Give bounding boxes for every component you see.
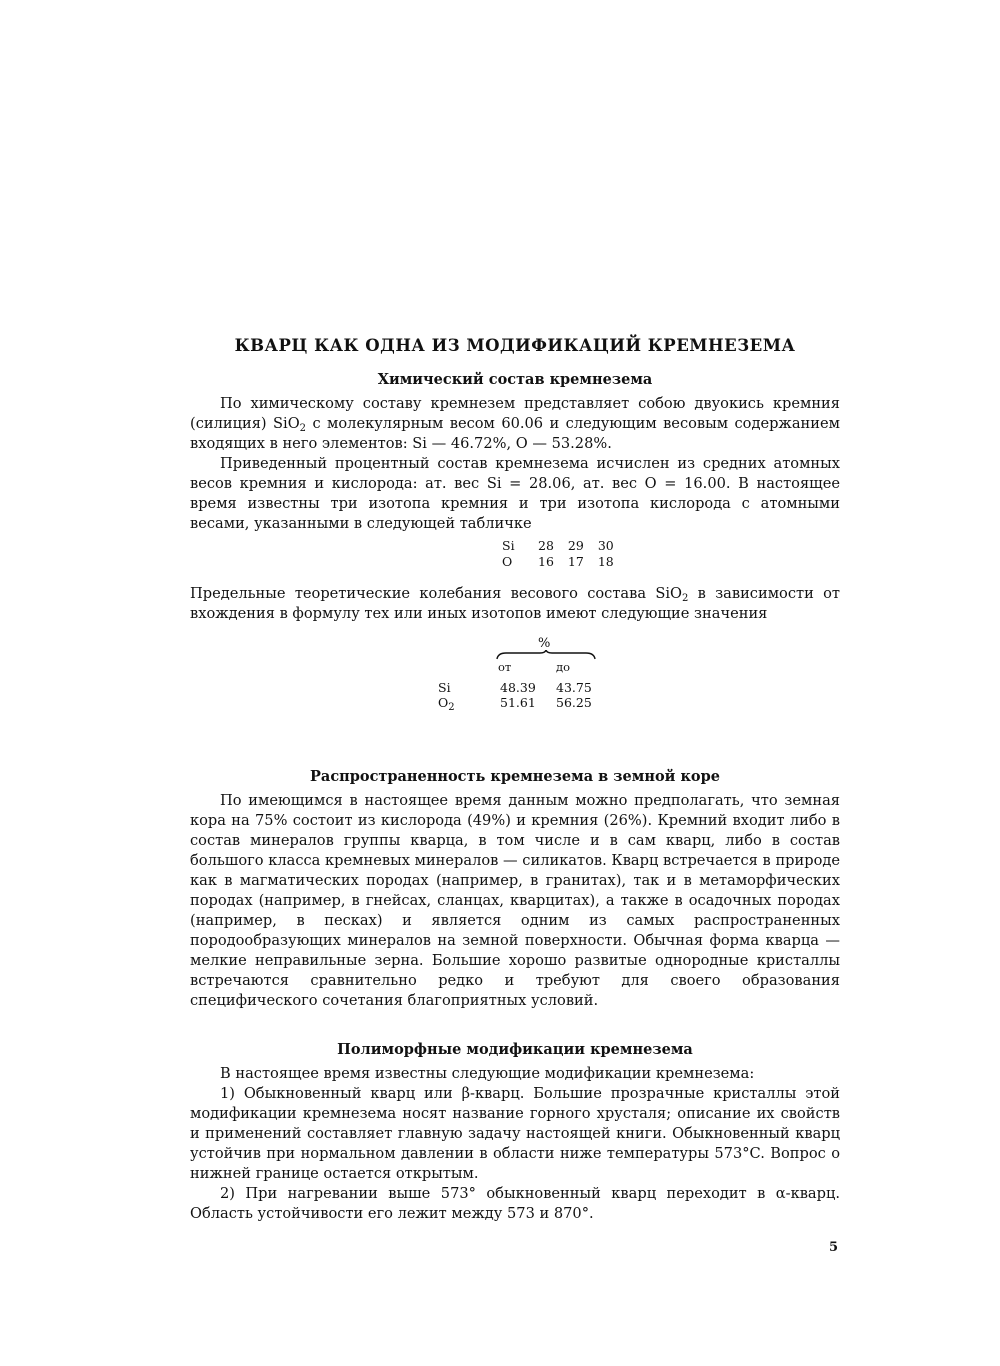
section-heading-polymorphs: Полиморфные модификации кремнезема	[337, 1041, 693, 1058]
table-cell: 30	[597, 538, 614, 553]
table-cell: 16	[538, 554, 554, 569]
paragraph: 2) При нагревании выше 573° обыкновенный кварц переходит в α-кварц. Область устойчивости его лежит между 573 и 870°.	[190, 1185, 840, 1222]
subscript: 2	[681, 593, 689, 604]
table-cell: 18	[597, 554, 614, 569]
paragraph-text: с молекулярным весом 60.06 и следующим весовым содержанием входящих в него элементов: Si — 46.72%, O — 53.28%.	[190, 415, 840, 452]
paragraph	[190, 584, 840, 624]
table-cell-element: O	[502, 554, 513, 569]
table-cell-to: 56.25	[556, 695, 592, 710]
paragraph-text: По химическому составу кремнезем представляет собою двуокись кремния (силиция) SiO	[190, 395, 840, 432]
paragraph: По имеющимся в настоящее время данным можно предполагать, что земная кора на 75% состоит из кислорода (49%) и кремния (26%). Кремний входит либо в состав минералов группы кварца, в том числе и в сам кварц, либо в состав большого класса кремневых минералов — силикатов. Кварц встречается в природе как в магматических породах (например, в гранитах), так и в метаморфических породах (например, в гнейсах, сланцах, кварцитах), а также в осадочных породах (например, в песках) и является одним из самых распространенных породообразующих минералов на земной поверхности. Обычная форма кварца — мелкие неправильные зерна. Большие хорошо развитые однородные кристаллы встречаются сравнительно редко и требуют для своего образования специфического сочетания благоприятных условий.	[190, 792, 840, 1009]
table-cell: 29	[567, 538, 584, 553]
percent-values-table	[438, 680, 592, 713]
table-row	[438, 680, 592, 695]
table-cell: 28	[538, 538, 554, 553]
table-cell-element: Si	[438, 680, 451, 695]
table-row	[502, 554, 621, 570]
paragraph	[190, 394, 840, 454]
section-heading-chemical-composition: Химический состав кремнезема	[377, 371, 653, 388]
percent-header: %	[538, 636, 551, 651]
table-cell-from: 51.61	[500, 695, 536, 710]
spacer	[190, 1011, 840, 1041]
table-cell-from: 48.39	[500, 680, 536, 695]
percent-table	[190, 636, 840, 732]
paragraph: Приведенный процентный состав кремнезема исчислен из средних атомных весов кремния и кислорода: ат. вес Si = 28.06, ат. вес O = 16.00. В настоящее время известны три изотопа кремния и три изотопа кислорода с атомными весами, указанными в следующей табличке	[190, 455, 840, 532]
paragraph-text: Предельные теоретические колебания весового состава SiO	[190, 585, 682, 602]
section-heading-abundance: Распространенность кремнезема в земной коре	[310, 768, 720, 785]
page-title: КВАРЦ КАК ОДНА ИЗ МОДИФИКАЦИЙ КРЕМНЕЗЕМА	[234, 336, 796, 355]
paragraph: 1) Обыкновенный кварц или β-кварц. Большие прозрачные кристаллы этой модификации кремнезема носят название горного хрусталя; описание их свойств и применений составляет главную задачу настоящей книги. Обыкновенный кварц устойчив при нормальном давлении в области ниже температуры 573°C. Вопрос о нижней границе остается открытым.	[190, 1085, 840, 1182]
table-cell: 17	[567, 554, 584, 569]
isotope-table	[502, 538, 621, 570]
spacer	[190, 732, 840, 768]
paragraph: В настоящее время известны следующие модификации кремнезема:	[220, 1065, 755, 1082]
column-header-to: до	[556, 660, 571, 674]
table-cell-element: Si	[502, 538, 515, 553]
table-cell-element: $O_2$	[438, 695, 455, 713]
paragraph-text: в зависимости от вхождения в формулу тех или иных изотопов имеют следующие значения	[190, 585, 840, 622]
table-row	[438, 695, 592, 710]
table-row	[502, 538, 621, 554]
subscript: 2	[299, 423, 307, 434]
page-number: 5	[829, 1240, 839, 1255]
column-header-from: от	[498, 660, 512, 674]
brace-icon	[496, 650, 596, 660]
table-cell-to: 43.75	[556, 680, 592, 695]
document-page	[190, 336, 840, 1224]
